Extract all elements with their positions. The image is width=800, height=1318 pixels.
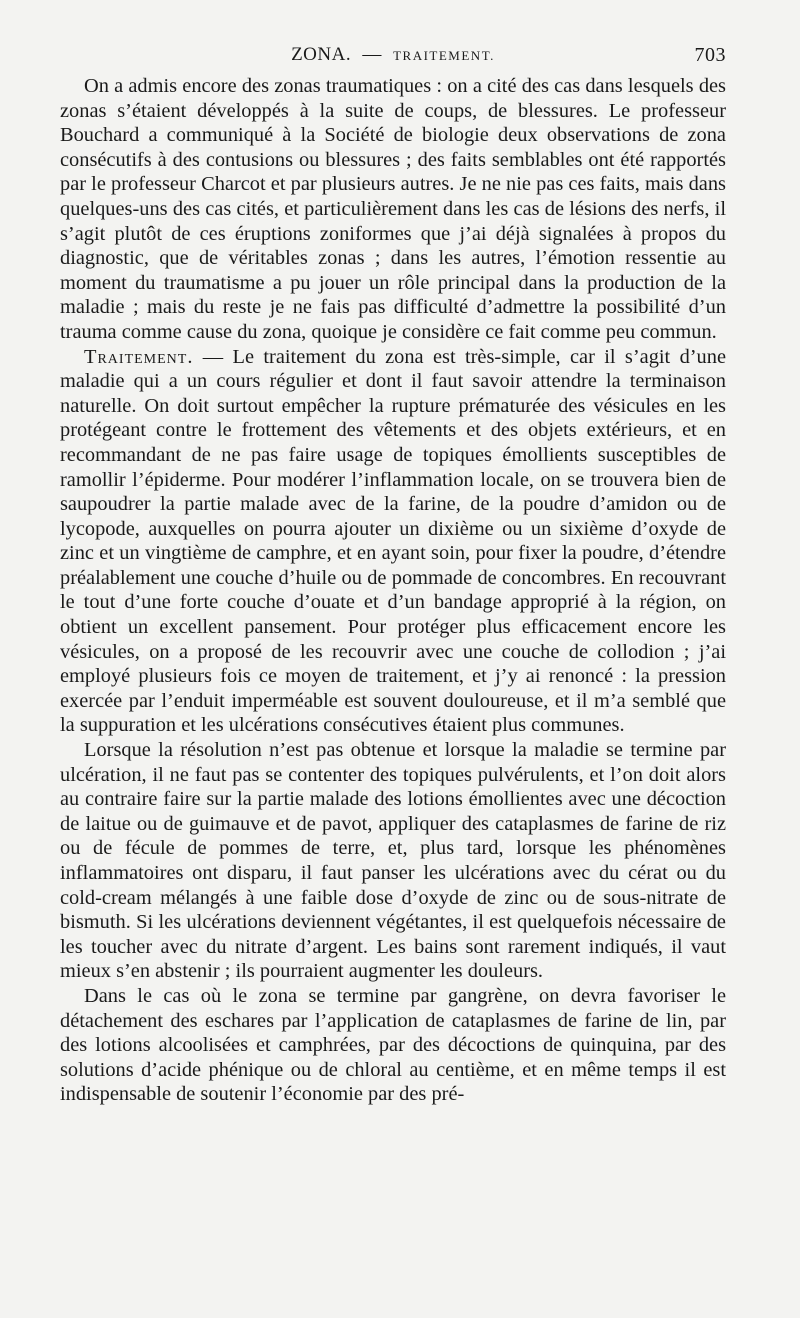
header-subtitle: TRAITEMENT. — [393, 48, 495, 63]
paragraph-treatment — [60, 345, 726, 739]
section-lead: Traitement. — [84, 345, 194, 368]
paragraph-text: On a admis encore des zonas traumatiques : on a cité des cas dans lesquels des zonas s’étaient développés à la suite de coups, de blessures. Le professeur Bouchard a communiqué à la Société de biologie deux observations de zona consécutifs à des contusions ou blessures ; des faits semblables ont été rapportés par le professeur Charcot et par plusieurs autres. Je ne nie pas ces faits, mais dans quelques-uns des cas cités, et particulièrement dans les cas de lésions des nerfs, il s’agit plutôt de ces éruptions zoniformes que j’ai déjà signalées à propos du diagnostic, que de véritables zonas ; dans les autres, l’émotion ressentie au moment du traumatisme a pu jouer un rôle principal dans la production de la maladie ; mais du reste je ne fais pas difficulté d’admettre la possibilité d’un trauma comme cause du zona, quoique je considère ce fait comme peu commun. — [60, 75, 726, 343]
paragraph-trauma — [60, 74, 726, 345]
body-text — [60, 74, 726, 1107]
paragraph-text: Lorsque la résolution n’est pas obtenue et lorsque la maladie se termine par ulcération, il ne faut pas se contenter des topiques pulvérulents, et l’on doit alors au contraire faire sur la partie malade des lotions émollientes avec une décoction de laitue ou de guimauve et de pavot, appliquer des cataplasmes de farine de riz ou de fécule de pommes de terre, et, plus tard, lorsque les phénomènes inflammatoires ont disparu, il faut panser les ulcérations avec du cérat ou du cold-cream mélangés à une faible dose d’oxyde de zinc ou de sous-nitrate de bismuth. Si les ulcérations deviennent végétantes, il est quelquefois nécessaire de les toucher avec du nitrate d’argent. Les bains sont rarement indiqués, il vaut mieux s’en abstenir ; ils pourraient augmenter les douleurs. — [60, 739, 726, 983]
paragraph-text: — Le traitement du zona est très-simple, car il s’agit d’une maladie qui a un cours régulier et dont il faut savoir attendre la terminaison naturelle. On doit surtout empêcher la rupture prématurée des vésicules en les protégeant contre le frottement des vêtements et des objets extérieurs, et en recommandant de ne pas faire usage de topiques émollients susceptibles de ramollir l’épiderme. Pour modérer l’inflammation locale, on se trouvera bien de saupoudrer la partie malade avec de la farine, de la poudre d’amidon ou de lycopode, auxquelles on pourra ajouter un dixième ou un sixième d’oxyde de zinc et un vingtième de camphre, et en ayant soin, pour fixer la poudre, d’étendre préalablement une couche d’huile ou de pommade de concombres. En recouvrant le tout d’une forte couche d’ouate et d’un bandage approprié à la région, on obtient un excellent pansement. Pour protéger plus efficacement encore les vésicules, on a proposé de les recouvrir avec une couche de collodion ; j’ai employé plusieurs fois ce moyen de traitement, et j’y ai renoncé : la pression exercée par l’enduit imperméable est souvent douloureuse, et il m’a semblé que la suppuration et les ulcérations consécutives étaient plus communes. — [60, 345, 726, 737]
running-header — [60, 44, 726, 74]
page-number: 703 — [694, 44, 726, 66]
header-title: ZONA. — [291, 44, 352, 65]
paragraph-ulceration — [60, 738, 726, 984]
paragraph-gangrene — [60, 984, 726, 1107]
paragraph-text: Dans le cas où le zona se termine par gangrène, on devra favoriser le détachement des eschares par l’application de cataplasmes de farine de lin, par des lotions alcoolisées et camphrées, par des décoctions de quinquina, par des solutions d’acide phénique ou de chloral au centième, et en même temps il est indispensable de soutenir l’économie par des pré- — [60, 984, 726, 1106]
header-separator: — — [362, 44, 382, 65]
